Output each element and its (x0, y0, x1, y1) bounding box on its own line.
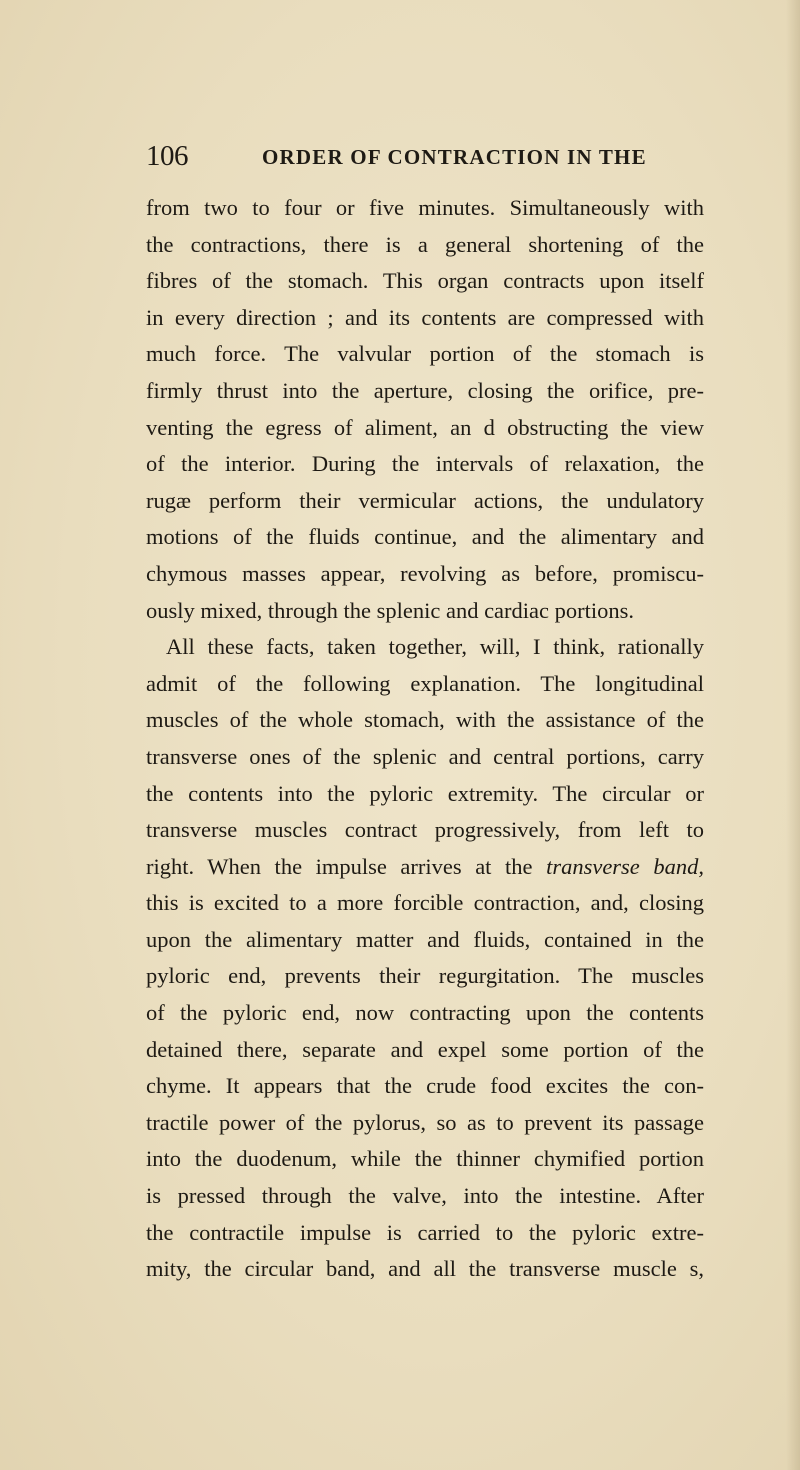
page-edge-shadow (786, 0, 800, 1470)
text-line: is pressed through the valve, into the intestine. After (146, 1183, 704, 1209)
text-line: much force. The valvular portion of the stomach is (146, 341, 704, 367)
text-line-with-italic (146, 849, 704, 886)
paragraph-start-line: All these facts, taken together, will, I think, rationally (166, 634, 704, 660)
text-line: mity, the circular band, and all the transverse muscle s, (146, 1256, 704, 1282)
text-line: the contractile impulse is carried to the pyloric extre- (146, 1219, 704, 1245)
text-line: chymous masses appear, revolving as before, promiscu- (146, 560, 704, 586)
text-line: the contractions, there is a general shortening of the (146, 231, 704, 257)
page-number: 106 (146, 140, 188, 172)
text-line: the contents into the pyloric extremity. The circular or (146, 780, 704, 806)
text-line: firmly thrust into the aperture, closing the orifice, pre- (146, 377, 704, 403)
text-line: of the pyloric end, now contracting upon the contents (146, 1000, 704, 1026)
text-line: ously mixed, through the splenic and cardiac portions. (146, 597, 635, 623)
text-line: fibres of the stomach. This organ contracts upon itself (146, 268, 704, 294)
text-line: pyloric end, prevents their regurgitation. The muscles (146, 963, 704, 989)
text-line: admit of the following explanation. The longitudinal (146, 670, 704, 696)
text-line: chyme. It appears that the crude food excites the con- (146, 1073, 704, 1099)
text-line: muscles of the whole stomach, with the assistance of the (146, 707, 704, 733)
text-line: detained there, separate and expel some portion of the (146, 1036, 704, 1062)
text-line: rugæ perform their vermicular actions, the undulatory (146, 487, 704, 513)
body-text (146, 190, 704, 1288)
text-line: transverse ones of the splenic and central portions, carry (146, 743, 704, 769)
italic-phrase: transverse band, (546, 853, 704, 879)
text-line: this is excited to a more forcible contraction, and, closing (146, 890, 704, 916)
text-line: tractile power of the pylorus, so as to prevent its passage (146, 1109, 704, 1135)
text-line-before-italic: right. When the impulse arrives at the (146, 853, 547, 879)
text-line: motions of the fluids continue, and the alimentary and (146, 524, 704, 550)
text-line: transverse muscles contract progressively, from left to (146, 817, 704, 843)
page-header (146, 136, 706, 176)
text-line: upon the alimentary matter and fluids, contained in the (146, 926, 704, 952)
text-line: from two to four or five minutes. Simultaneously with (146, 195, 704, 220)
text-line: into the duodenum, while the thinner chymified portion (146, 1146, 704, 1172)
running-head: ORDER OF CONTRACTION IN THE (262, 145, 647, 169)
text-line: in every direction ; and its contents are compressed with (146, 304, 704, 330)
text-line: venting the egress of aliment, an d obstructing the view (146, 414, 704, 440)
text-line: of the interior. During the intervals of relaxation, the (146, 451, 704, 477)
